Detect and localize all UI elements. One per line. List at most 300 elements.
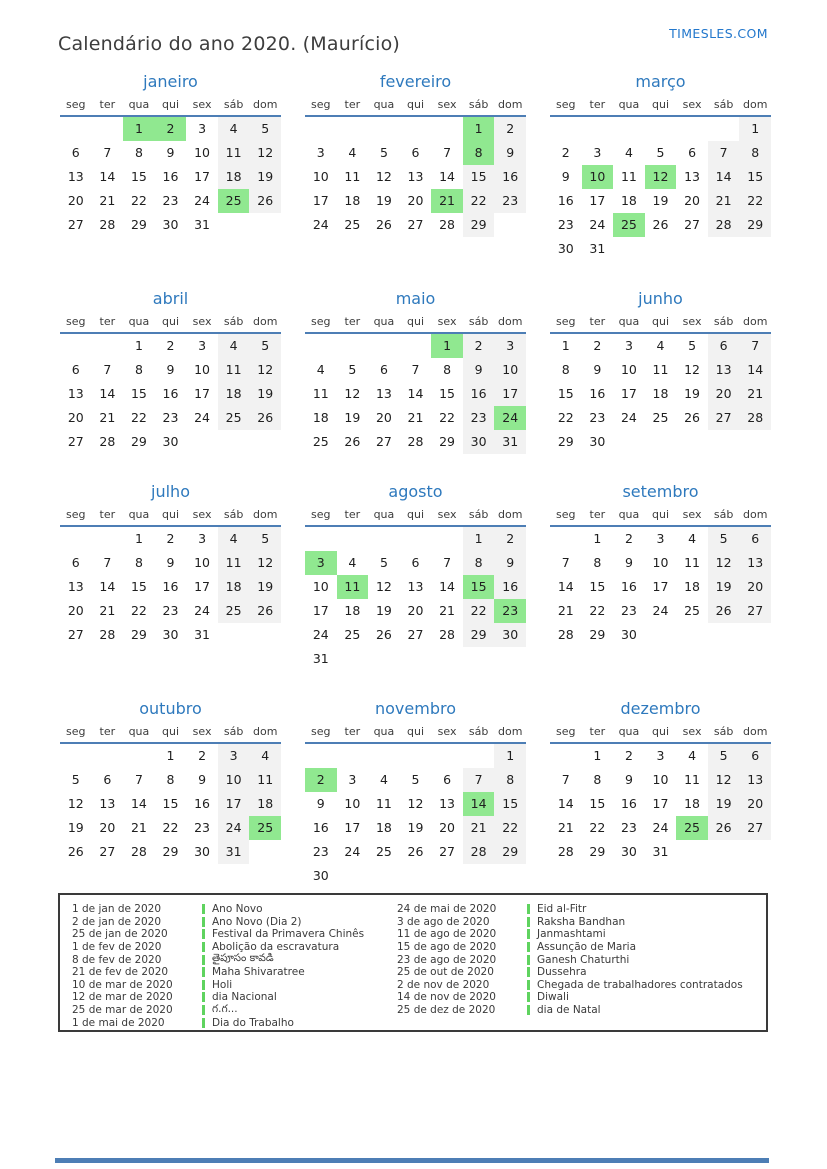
weekday-label: sáb bbox=[468, 725, 489, 738]
day-cell: 30 bbox=[494, 623, 526, 647]
day-cell: 3 bbox=[198, 531, 207, 546]
day-cell: 9 bbox=[494, 141, 526, 165]
legend-date: 25 de out de 2020 bbox=[397, 966, 494, 979]
day-cell: 21 bbox=[99, 193, 116, 208]
day-cell: 8 bbox=[166, 772, 175, 787]
day-cell: 21 bbox=[431, 189, 463, 213]
day-cell: 21 bbox=[557, 603, 574, 618]
day-cell: 31 bbox=[194, 217, 211, 232]
site-link[interactable]: TIMESLES.COM bbox=[669, 26, 768, 41]
day-cell: 27 bbox=[99, 844, 116, 859]
legend-holiday-name: తైపూసం కావడి bbox=[212, 952, 274, 965]
day-cell: 28 bbox=[99, 627, 116, 642]
day-cell: 5 bbox=[71, 772, 80, 787]
day-cell: 21 bbox=[130, 820, 147, 835]
day-cell: 7 bbox=[561, 555, 570, 570]
weekday-label: seg bbox=[311, 315, 331, 328]
weekday-label: sáb bbox=[713, 508, 734, 521]
empty-cell bbox=[400, 864, 432, 888]
day-cell: 25 bbox=[684, 603, 701, 618]
empty-cell bbox=[676, 840, 708, 864]
weekday-label: ter bbox=[99, 98, 116, 111]
holiday-tick-icon bbox=[527, 980, 530, 990]
day-cell: 20 bbox=[739, 575, 771, 599]
day-cell: 1 bbox=[463, 527, 495, 551]
legend-holiday-name: Janmashtami bbox=[537, 928, 606, 941]
legend-date: 3 de ago de 2020 bbox=[397, 915, 490, 928]
day-cell: 14 bbox=[463, 792, 495, 816]
day-cell: 19 bbox=[249, 382, 281, 406]
day-cell: 4 bbox=[688, 748, 697, 763]
day-cell: 5 bbox=[348, 362, 357, 377]
day-cell: 11 bbox=[218, 358, 250, 382]
day-cell: 8 bbox=[134, 362, 143, 377]
weekday-label: qui bbox=[406, 315, 424, 328]
empty-cell bbox=[400, 647, 432, 671]
weekday-label: sex bbox=[682, 725, 702, 738]
day-cell: 8 bbox=[593, 772, 602, 787]
day-cell: 1 bbox=[494, 744, 526, 768]
empty-cell bbox=[400, 117, 432, 141]
day-cell: 27 bbox=[375, 434, 392, 449]
day-cell: 11 bbox=[620, 169, 637, 184]
day-cell: 27 bbox=[708, 406, 740, 430]
empty-cell bbox=[739, 237, 771, 261]
day-cell: 26 bbox=[652, 217, 669, 232]
weekday-label: ter bbox=[589, 508, 606, 521]
day-cell: 22 bbox=[130, 193, 147, 208]
day-cell: 10 bbox=[194, 362, 211, 377]
day-cell: 7 bbox=[411, 362, 420, 377]
day-cell: 2 bbox=[624, 531, 633, 546]
weekday-label: qui bbox=[161, 98, 179, 111]
day-cell: 18 bbox=[218, 382, 250, 406]
empty-cell bbox=[645, 117, 677, 141]
day-cell: 2 bbox=[494, 117, 526, 141]
empty-cell bbox=[249, 430, 281, 454]
day-cell: 15 bbox=[494, 792, 526, 816]
legend-row bbox=[72, 953, 397, 966]
empty-cell bbox=[708, 840, 740, 864]
day-cell: 21 bbox=[99, 410, 116, 425]
day-cell: 24 bbox=[494, 406, 526, 430]
weekday-header-row bbox=[60, 97, 281, 115]
day-cell: 16 bbox=[312, 820, 329, 835]
weekday-label: dom bbox=[742, 725, 768, 738]
legend-row bbox=[72, 979, 397, 992]
day-cell: 10 bbox=[652, 555, 669, 570]
weekday-label: dom bbox=[497, 508, 523, 521]
day-cell: 9 bbox=[561, 169, 570, 184]
empty-cell bbox=[337, 647, 369, 671]
weekday-label: qui bbox=[651, 508, 669, 521]
weekday-label: sex bbox=[437, 508, 457, 521]
legend-date: 1 de jan de 2020 bbox=[72, 903, 162, 916]
day-cell: 23 bbox=[312, 844, 329, 859]
day-cell: 10 bbox=[194, 555, 211, 570]
month-days bbox=[60, 527, 281, 647]
day-cell: 4 bbox=[656, 338, 665, 353]
day-cell: 29 bbox=[463, 623, 495, 647]
empty-cell bbox=[92, 527, 124, 551]
day-cell: 2 bbox=[198, 748, 207, 763]
day-cell: 31 bbox=[589, 241, 606, 256]
weekday-label: sáb bbox=[223, 315, 244, 328]
holiday-tick-icon bbox=[527, 942, 530, 952]
weekday-label: qua bbox=[618, 725, 640, 738]
day-cell: 12 bbox=[344, 386, 361, 401]
day-cell: 23 bbox=[162, 193, 179, 208]
weekday-label: sex bbox=[192, 725, 212, 738]
day-cell: 5 bbox=[708, 527, 740, 551]
month-title: fevereiro bbox=[379, 72, 452, 91]
legend-date: 23 de ago de 2020 bbox=[397, 953, 497, 966]
day-cell: 23 bbox=[589, 410, 606, 425]
month-abril bbox=[60, 289, 281, 454]
day-cell: 30 bbox=[557, 241, 574, 256]
weekday-label: seg bbox=[66, 98, 86, 111]
day-cell: 17 bbox=[194, 386, 211, 401]
legend-date: 25 de mar de 2020 bbox=[72, 1004, 173, 1017]
empty-cell bbox=[249, 623, 281, 647]
day-cell: 13 bbox=[708, 358, 740, 382]
legend-holiday-name: గ.గ... bbox=[212, 1002, 238, 1015]
weekday-header-row bbox=[60, 724, 281, 742]
day-cell: 18 bbox=[249, 792, 281, 816]
legend-date: 25 de jan de 2020 bbox=[72, 928, 168, 941]
weekday-label: seg bbox=[66, 508, 86, 521]
month-dezembro bbox=[550, 699, 771, 864]
day-cell: 4 bbox=[688, 531, 697, 546]
day-cell: 11 bbox=[684, 772, 701, 787]
day-cell: 24 bbox=[194, 410, 211, 425]
day-cell: 10 bbox=[582, 165, 614, 189]
month-days bbox=[60, 117, 281, 237]
day-cell: 4 bbox=[624, 145, 633, 160]
weekday-label: dom bbox=[742, 508, 768, 521]
holiday-tick-icon bbox=[527, 992, 530, 1002]
day-cell: 6 bbox=[71, 362, 80, 377]
day-cell: 24 bbox=[194, 193, 211, 208]
day-cell: 25 bbox=[375, 844, 392, 859]
day-cell: 22 bbox=[130, 603, 147, 618]
weekday-label: ter bbox=[99, 725, 116, 738]
weekday-header-row bbox=[550, 724, 771, 742]
day-cell: 7 bbox=[739, 334, 771, 358]
legend-row bbox=[397, 903, 743, 916]
day-cell: 16 bbox=[494, 575, 526, 599]
day-cell: 10 bbox=[620, 362, 637, 377]
empty-cell bbox=[494, 213, 526, 237]
legend-date: 11 de ago de 2020 bbox=[397, 928, 497, 941]
day-cell: 12 bbox=[67, 796, 84, 811]
weekday-label: dom bbox=[497, 315, 523, 328]
day-cell: 17 bbox=[652, 579, 669, 594]
day-cell: 12 bbox=[407, 796, 424, 811]
month-days bbox=[550, 117, 771, 261]
empty-cell bbox=[550, 527, 582, 551]
empty-cell bbox=[463, 744, 495, 768]
empty-cell bbox=[368, 117, 400, 141]
day-cell: 28 bbox=[439, 627, 456, 642]
weekday-label: qui bbox=[651, 725, 669, 738]
day-cell: 29 bbox=[589, 627, 606, 642]
months-grid bbox=[60, 72, 768, 888]
day-cell: 13 bbox=[99, 796, 116, 811]
day-cell: 14 bbox=[557, 796, 574, 811]
empty-cell bbox=[92, 744, 124, 768]
month-days bbox=[550, 527, 771, 647]
empty-cell bbox=[463, 647, 495, 671]
empty-cell bbox=[60, 744, 92, 768]
day-cell: 27 bbox=[439, 844, 456, 859]
day-cell: 17 bbox=[312, 193, 329, 208]
weekday-label: dom bbox=[742, 98, 768, 111]
legend-row bbox=[397, 928, 743, 941]
day-cell: 17 bbox=[344, 820, 361, 835]
day-cell: 11 bbox=[375, 796, 392, 811]
day-cell: 28 bbox=[99, 217, 116, 232]
holiday-tick-icon bbox=[202, 967, 205, 977]
legend-row bbox=[397, 953, 743, 966]
empty-cell bbox=[368, 527, 400, 551]
weekday-label: qua bbox=[128, 508, 150, 521]
empty-cell bbox=[645, 237, 677, 261]
day-cell: 7 bbox=[103, 555, 112, 570]
empty-cell bbox=[676, 117, 708, 141]
day-cell: 12 bbox=[249, 358, 281, 382]
day-cell: 21 bbox=[99, 603, 116, 618]
holiday-tick-icon bbox=[202, 980, 205, 990]
day-cell: 8 bbox=[494, 768, 526, 792]
day-cell: 31 bbox=[312, 651, 329, 666]
day-cell: 31 bbox=[218, 840, 250, 864]
empty-cell bbox=[368, 864, 400, 888]
empty-cell bbox=[186, 430, 218, 454]
empty-cell bbox=[645, 623, 677, 647]
day-cell: 28 bbox=[130, 844, 147, 859]
empty-cell bbox=[337, 334, 369, 358]
legend-holiday-name: Dussehra bbox=[537, 966, 587, 979]
day-cell: 30 bbox=[162, 217, 179, 232]
weekday-label: seg bbox=[556, 98, 576, 111]
empty-cell bbox=[739, 840, 771, 864]
day-cell: 1 bbox=[166, 748, 175, 763]
day-cell: 29 bbox=[130, 434, 147, 449]
day-cell: 2 bbox=[166, 338, 175, 353]
day-cell: 5 bbox=[249, 527, 281, 551]
day-cell: 26 bbox=[67, 844, 84, 859]
day-cell: 6 bbox=[71, 555, 80, 570]
weekday-label: ter bbox=[344, 725, 361, 738]
month-agosto bbox=[305, 482, 526, 671]
day-cell: 25 bbox=[613, 213, 645, 237]
day-cell: 6 bbox=[103, 772, 112, 787]
day-cell: 24 bbox=[652, 603, 669, 618]
legend-row bbox=[397, 991, 743, 1004]
empty-cell bbox=[368, 647, 400, 671]
month-title: junho bbox=[638, 289, 683, 308]
empty-cell bbox=[123, 744, 155, 768]
day-cell: 11 bbox=[312, 386, 329, 401]
day-cell: 16 bbox=[620, 579, 637, 594]
day-cell: 13 bbox=[739, 551, 771, 575]
legend-holiday-name: Chegada de trabalhadores contratados bbox=[537, 978, 743, 991]
day-cell: 10 bbox=[344, 796, 361, 811]
day-cell: 15 bbox=[589, 796, 606, 811]
day-cell: 15 bbox=[162, 796, 179, 811]
day-cell: 12 bbox=[645, 165, 677, 189]
empty-cell bbox=[431, 864, 463, 888]
legend-date: 8 de fev de 2020 bbox=[72, 953, 162, 966]
weekday-label: qua bbox=[128, 98, 150, 111]
weekday-label: ter bbox=[99, 315, 116, 328]
day-cell: 10 bbox=[652, 772, 669, 787]
day-cell: 14 bbox=[407, 386, 424, 401]
day-cell: 5 bbox=[249, 117, 281, 141]
legend-holiday-name: Maha Shivaratree bbox=[212, 966, 305, 979]
empty-cell bbox=[676, 430, 708, 454]
day-cell: 26 bbox=[249, 189, 281, 213]
day-cell: 6 bbox=[739, 744, 771, 768]
day-cell: 3 bbox=[198, 121, 207, 136]
empty-cell bbox=[305, 117, 337, 141]
day-cell: 9 bbox=[494, 551, 526, 575]
day-cell: 10 bbox=[312, 169, 329, 184]
weekday-label: qua bbox=[618, 315, 640, 328]
day-cell: 19 bbox=[67, 820, 84, 835]
day-cell: 14 bbox=[708, 165, 740, 189]
day-cell: 26 bbox=[708, 816, 740, 840]
day-cell: 24 bbox=[312, 627, 329, 642]
month-outubro bbox=[60, 699, 281, 864]
legend-holiday-name: Abolição da escravatura bbox=[212, 941, 340, 954]
day-cell: 27 bbox=[739, 599, 771, 623]
day-cell: 3 bbox=[348, 772, 357, 787]
weekday-label: qui bbox=[161, 508, 179, 521]
weekday-label: sex bbox=[437, 98, 457, 111]
legend-holiday-name: dia Nacional bbox=[212, 991, 277, 1004]
day-cell: 17 bbox=[620, 386, 637, 401]
day-cell: 16 bbox=[557, 193, 574, 208]
day-cell: 3 bbox=[593, 145, 602, 160]
day-cell: 2 bbox=[561, 145, 570, 160]
holiday-tick-icon bbox=[202, 992, 205, 1002]
weekday-label: sáb bbox=[468, 315, 489, 328]
day-cell: 22 bbox=[589, 820, 606, 835]
day-cell: 25 bbox=[344, 627, 361, 642]
legend-date: 2 de jan de 2020 bbox=[72, 915, 162, 928]
legend-date: 25 de dez de 2020 bbox=[397, 1004, 496, 1017]
legend-holiday-name: Eid al-Fitr bbox=[537, 903, 587, 916]
legend-holiday-name: Festival da Primavera Chinês bbox=[212, 928, 365, 941]
empty-cell bbox=[431, 647, 463, 671]
holiday-tick-icon bbox=[527, 967, 530, 977]
day-cell: 27 bbox=[67, 217, 84, 232]
empty-cell bbox=[550, 117, 582, 141]
day-cell: 28 bbox=[739, 406, 771, 430]
holiday-tick-icon bbox=[527, 904, 530, 914]
day-cell: 20 bbox=[708, 382, 740, 406]
day-cell: 29 bbox=[439, 434, 456, 449]
weekday-label: sáb bbox=[223, 98, 244, 111]
weekday-label: seg bbox=[311, 98, 331, 111]
day-cell: 23 bbox=[557, 217, 574, 232]
empty-cell bbox=[60, 334, 92, 358]
weekday-label: qui bbox=[406, 725, 424, 738]
weekday-header-row bbox=[60, 314, 281, 332]
day-cell: 23 bbox=[194, 820, 211, 835]
empty-cell bbox=[92, 117, 124, 141]
day-cell: 11 bbox=[684, 555, 701, 570]
day-cell: 2 bbox=[166, 531, 175, 546]
day-cell: 15 bbox=[439, 386, 456, 401]
day-cell: 19 bbox=[407, 820, 424, 835]
weekday-label: qua bbox=[128, 315, 150, 328]
day-cell: 6 bbox=[708, 334, 740, 358]
weekday-label: qui bbox=[651, 98, 669, 111]
day-cell: 4 bbox=[218, 527, 250, 551]
weekday-label: sáb bbox=[713, 315, 734, 328]
day-cell: 8 bbox=[463, 141, 495, 165]
empty-cell bbox=[249, 213, 281, 237]
day-cell: 20 bbox=[375, 410, 392, 425]
empty-cell bbox=[218, 213, 250, 237]
legend-holiday-name: Ano Novo bbox=[212, 903, 263, 916]
day-cell: 26 bbox=[344, 434, 361, 449]
day-cell: 13 bbox=[67, 579, 84, 594]
day-cell: 6 bbox=[411, 145, 420, 160]
day-cell: 13 bbox=[739, 768, 771, 792]
day-cell: 26 bbox=[249, 406, 281, 430]
empty-cell bbox=[60, 527, 92, 551]
empty-cell bbox=[582, 117, 614, 141]
day-cell: 29 bbox=[463, 213, 495, 237]
legend-date: 1 de mai de 2020 bbox=[72, 1016, 165, 1029]
day-cell: 22 bbox=[463, 599, 495, 623]
day-cell: 25 bbox=[676, 816, 708, 840]
empty-cell bbox=[494, 864, 526, 888]
day-cell: 22 bbox=[439, 410, 456, 425]
day-cell: 21 bbox=[463, 816, 495, 840]
day-cell: 6 bbox=[379, 362, 388, 377]
month-title: setembro bbox=[622, 482, 699, 501]
day-cell: 1 bbox=[134, 531, 143, 546]
day-cell: 16 bbox=[162, 579, 179, 594]
weekday-label: sex bbox=[682, 315, 702, 328]
day-cell: 24 bbox=[218, 816, 250, 840]
legend-row bbox=[397, 1004, 743, 1017]
weekday-label: dom bbox=[252, 98, 278, 111]
day-cell: 5 bbox=[249, 334, 281, 358]
holiday-tick-icon bbox=[202, 917, 205, 927]
month-days bbox=[305, 527, 526, 671]
day-cell: 14 bbox=[99, 386, 116, 401]
day-cell: 15 bbox=[130, 386, 147, 401]
day-cell: 4 bbox=[218, 117, 250, 141]
day-cell: 1 bbox=[134, 338, 143, 353]
legend-holiday-name: dia de Natal bbox=[537, 1004, 601, 1017]
legend-date: 1 de fev de 2020 bbox=[72, 941, 162, 954]
day-cell: 11 bbox=[218, 141, 250, 165]
weekday-label: dom bbox=[252, 725, 278, 738]
month-days bbox=[550, 744, 771, 864]
weekday-label: qua bbox=[618, 98, 640, 111]
legend-date: 24 de mai de 2020 bbox=[397, 903, 497, 916]
day-cell: 27 bbox=[67, 434, 84, 449]
legend-holiday-name: Ganesh Chaturthi bbox=[537, 953, 630, 966]
day-cell: 15 bbox=[130, 579, 147, 594]
